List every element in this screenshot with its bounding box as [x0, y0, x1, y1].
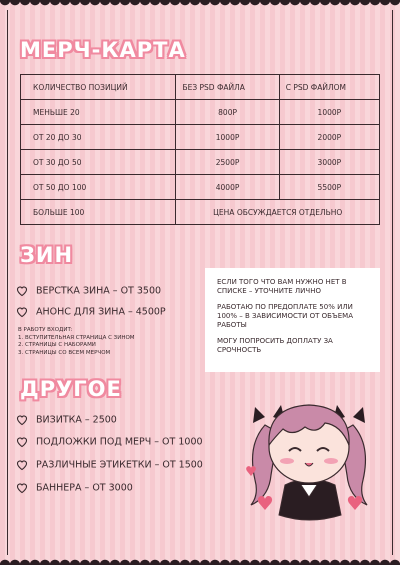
table-header-cell: КОЛИЧЕСТВО ПОЗИЦИЙ	[21, 75, 176, 100]
top-lace-border	[0, 0, 400, 10]
list-item-label: БАННЕРА – ОТ 3000	[36, 482, 133, 494]
merch-map-title: МЕРЧ-КАРТА	[20, 38, 186, 62]
table-cell: ОТ 50 ДО 100	[21, 175, 176, 200]
list-item-label: ВЕРСТКА ЗИНА – ОТ 3500	[36, 285, 162, 297]
table-cell: 2500Р	[176, 150, 279, 175]
includes-title: В РАБОТУ ВХОДИТ:	[18, 327, 73, 333]
heart-outline-icon	[16, 306, 28, 318]
table-row	[21, 100, 380, 125]
list-item-label: ПОДЛОЖКИ ПОД МЕРЧ – ОТ 1000	[36, 436, 203, 448]
list-item	[16, 436, 203, 448]
heart-outline-icon	[16, 436, 28, 448]
includes-item: 2. СТРАНИЦЫ С НАБОРАМИ	[18, 342, 96, 348]
other-title: ДРУГОЕ	[20, 377, 122, 401]
table-cell: 2000Р	[279, 125, 379, 150]
table-row	[21, 200, 380, 225]
table-cell: ЦЕНА ОБСУЖДАЕТСЯ ОТДЕЛЬНО	[176, 200, 380, 225]
includes-item: 1. ВСТУПИТЕЛЬНАЯ СТРАНИЦА С ЗИНОМ	[18, 334, 135, 341]
chibi-mascot-illustration	[245, 385, 375, 525]
list-item	[16, 285, 161, 297]
note-text: ЕСЛИ ТОГО ЧТО ВАМ НУЖНО НЕТ В СПИСКЕ – УТОЧНИТЕ ЛИЧНО	[217, 278, 347, 295]
list-item-label: АНОНС ДЛЯ ЗИНА – 4500Р	[36, 306, 166, 318]
table-cell: 1000Р	[279, 100, 379, 125]
zin-title: ЗИН	[20, 243, 74, 267]
table-row	[21, 175, 380, 200]
includes-item: 3. СТРАНИЦЫ СО ВСЕМ МЕРЧОМ	[18, 349, 111, 356]
heart-outline-icon	[16, 285, 28, 297]
table-header-cell: С PSD ФАЙЛОМ	[279, 75, 379, 100]
table-cell: 4000Р	[176, 175, 279, 200]
table-cell: БОЛЬШЕ 100	[21, 200, 176, 225]
table-row	[21, 150, 380, 175]
note-text: МОГУ ПОПРОСИТЬ ДОПЛАТУ ЗА СРОЧНОСТЬ	[217, 337, 333, 354]
table-cell: 3000Р	[279, 150, 379, 175]
table-cell: 1000Р	[176, 125, 279, 150]
list-item	[16, 306, 166, 318]
zin-includes	[18, 327, 135, 357]
table-header-row	[21, 75, 380, 100]
table-cell: ОТ 30 ДО 50	[21, 150, 176, 175]
table-header-cell: БЕЗ PSD ФАЙЛА	[176, 75, 279, 100]
list-item	[16, 459, 203, 471]
notes-box	[205, 268, 380, 372]
heart-outline-icon	[16, 482, 28, 494]
table-cell: МЕНЬШЕ 20	[21, 100, 176, 125]
list-item-label: ВИЗИТКА – 2500	[36, 414, 117, 426]
table-cell: 5500Р	[279, 175, 379, 200]
heart-outline-icon	[16, 414, 28, 426]
table-cell: ОТ 20 ДО 30	[21, 125, 176, 150]
list-item-label: РАЗЛИЧНЫЕ ЭТИКЕТКИ – ОТ 1500	[36, 459, 203, 471]
heart-outline-icon	[16, 459, 28, 471]
list-item	[16, 414, 117, 426]
table-cell: 800Р	[176, 100, 279, 125]
note-text: РАБОТАЮ ПО ПРЕДОПЛАТЕ 50% ИЛИ 100% – В ЗАВИСИМОСТИ ОТ ОБЪЕМА РАБОТЫ	[217, 303, 354, 329]
list-item	[16, 482, 133, 494]
price-table	[20, 74, 380, 225]
bottom-lace-border	[0, 555, 400, 565]
table-row	[21, 125, 380, 150]
